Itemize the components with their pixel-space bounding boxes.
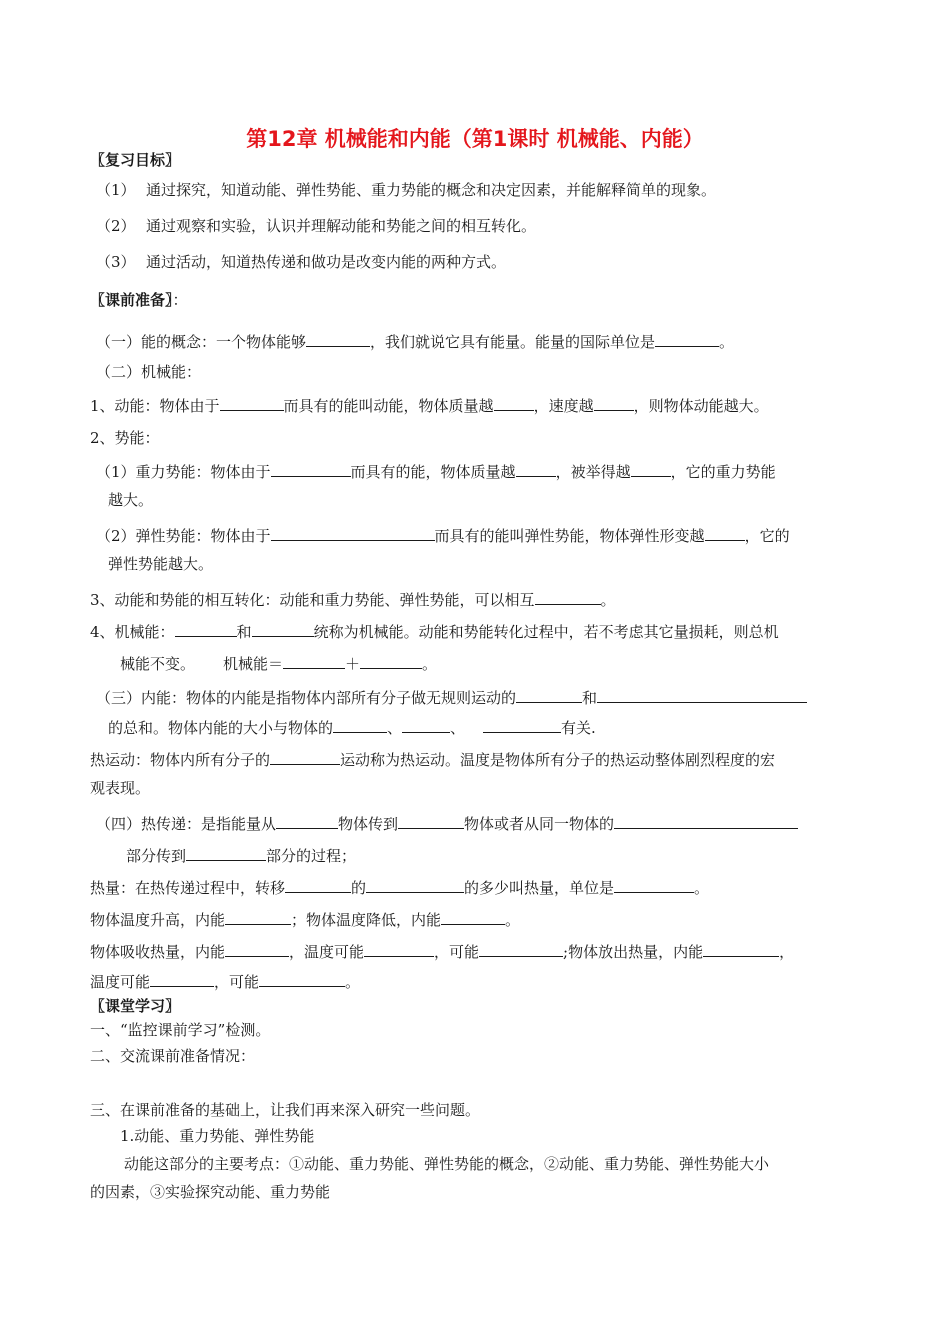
goal-number: （2） (96, 217, 136, 235)
fill-blank[interactable] (271, 524, 435, 541)
text: 有关. (561, 719, 596, 737)
prep-heading: 〖课前准备〗 (90, 291, 173, 309)
prep-heading-line (90, 290, 188, 310)
thermal-motion-line (90, 748, 775, 770)
fill-blank[interactable] (259, 970, 345, 987)
fill-blank[interactable] (631, 460, 671, 477)
review-goal-2 (96, 216, 536, 236)
internal-energy-line (96, 686, 807, 708)
text: 的多少叫热量，单位是 (464, 879, 615, 897)
fill-blank[interactable] (366, 876, 464, 893)
potential-energy-heading: 2、势能： (90, 429, 160, 447)
text: ，它的重力势能 (670, 463, 776, 481)
text: 。 (345, 973, 361, 991)
text: 而具有的能叫弹性势能，物体弹性形变越 (434, 527, 705, 545)
internal-energy-continued (108, 716, 596, 738)
text: 。 (719, 333, 735, 351)
text: 机械能＝ (223, 655, 284, 673)
fill-blank[interactable] (220, 394, 284, 411)
text: 物体或者从同一物体的 (464, 815, 615, 833)
text: 温度可能 (90, 973, 151, 991)
fill-blank[interactable] (483, 716, 561, 733)
page-title: 第12章 机械能和内能（第1课时 机械能、内能） (246, 127, 704, 151)
text: 4、机械能： (90, 623, 175, 641)
review-goal-1 (96, 180, 716, 200)
text: （一）能的概念：一个物体能够 (96, 333, 307, 351)
class-step-3: 三、在课前准备的基础上，让我们再来深入研究一些问题。 (90, 1101, 481, 1119)
text: 。 (505, 911, 521, 929)
fill-blank[interactable] (225, 940, 289, 957)
exam-points-continued: 的因素，③实验探究动能、重力势能 (90, 1183, 331, 1201)
text: ，我们就说它具有能量。能量的国际单位是 (370, 333, 656, 351)
text: ，它的 (744, 527, 790, 545)
review-goal-3 (96, 252, 506, 272)
subsection-title: 1.动能、重力势能、弹性势能 (120, 1127, 315, 1145)
text: 械能不变。 (120, 655, 196, 673)
fill-blank[interactable] (225, 908, 291, 925)
text: 的 (351, 879, 367, 897)
elastic-potential-continued: 弹性势能越大。 (108, 555, 214, 573)
fill-blank[interactable] (516, 686, 582, 703)
goal-text: 通过探究，知道动能、弹性势能、重力势能的概念和决定因素，并能解释简单的现象。 (146, 181, 717, 199)
text: （三）内能：物体的内能是指物体内部所有分子做无规则运动的 (96, 689, 517, 707)
fill-blank[interactable] (276, 812, 338, 829)
text: 。 (422, 655, 438, 673)
thermal-motion-continued: 观表现。 (90, 779, 151, 797)
fill-blank[interactable] (360, 652, 422, 669)
text: 统称为机械能。动能和势能转化过程中，若不考虑其它量损耗，则总机 (313, 623, 779, 641)
text: 热量：在热传递过程中，转移 (90, 879, 286, 897)
text: ，速度越 (533, 397, 594, 415)
text: ，可能 (214, 973, 260, 991)
text: 和 (236, 623, 252, 641)
gravity-potential-continued: 越大。 (108, 491, 154, 509)
fill-blank[interactable] (150, 970, 214, 987)
fill-blank[interactable] (441, 908, 505, 925)
text: 热运动：物体内所有分子的 (90, 751, 271, 769)
text: 而具有的能叫动能，物体质量越 (283, 397, 494, 415)
prep-heading-colon: ： (172, 291, 188, 309)
temperature-line (90, 908, 520, 930)
fill-blank[interactable] (655, 330, 719, 347)
text: ;物体放出热量，内能 (563, 943, 704, 961)
class-step-2: 二、交流课前准备情况： (90, 1047, 256, 1065)
energy-concept-line (96, 330, 734, 352)
text: ；物体温度降低，内能 (291, 911, 442, 929)
absorb-heat-line (90, 940, 794, 962)
text: ， (779, 943, 795, 961)
goal-number: （3） (96, 253, 136, 271)
elastic-potential-line (96, 524, 790, 546)
fill-blank[interactable] (306, 330, 370, 347)
fill-blank[interactable] (479, 940, 563, 957)
gravity-potential-line (96, 460, 776, 482)
text: 、 (387, 719, 403, 737)
fill-blank[interactable] (175, 620, 237, 637)
fill-blank[interactable] (494, 394, 534, 411)
heat-transfer-continued (126, 844, 356, 866)
text: ，被举得越 (555, 463, 631, 481)
text: （1）重力势能：物体由于 (96, 463, 271, 481)
fill-blank[interactable] (398, 812, 464, 829)
text: 和 (582, 689, 598, 707)
text: 的总和。物体内能的大小与物体的 (108, 719, 334, 737)
text: 。 (694, 879, 710, 897)
text: 3、动能和势能的相互转化：动能和重力势能、弹性势能，可以相互 (90, 591, 535, 609)
text: （2）弹性势能：物体由于 (96, 527, 271, 545)
mechanical-energy-line (90, 620, 779, 642)
text: 。 (600, 591, 616, 609)
fill-blank[interactable] (270, 748, 340, 765)
fill-blank[interactable] (402, 716, 450, 733)
exam-points-line: 动能这部分的主要考点：①动能、重力势能、弹性势能的概念，②动能、重力势能、弹性势能大小 (124, 1155, 770, 1173)
text: 1、动能：物体由于 (90, 397, 220, 415)
kinetic-energy-line (90, 394, 769, 416)
class-step-1: 一、“监控课前学习”检测。 (90, 1021, 271, 1039)
fill-blank[interactable] (252, 620, 314, 637)
fill-blank[interactable] (705, 524, 745, 541)
fill-blank[interactable] (597, 686, 807, 703)
fill-blank[interactable] (614, 812, 798, 829)
absorb-heat-continued (90, 970, 360, 992)
fill-blank[interactable] (594, 394, 634, 411)
mechanical-energy-continued (120, 652, 437, 674)
text: 物体温度升高，内能 (90, 911, 226, 929)
text: ，温度可能 (289, 943, 365, 961)
fill-blank[interactable] (703, 940, 779, 957)
fill-blank[interactable] (186, 844, 266, 861)
text: ，则物体动能越大。 (633, 397, 769, 415)
fill-blank[interactable] (535, 588, 601, 605)
review-goals-heading: 〖复习目标〗 (90, 151, 181, 169)
text: ＋ (345, 655, 361, 673)
goal-text: 通过观察和实验，认识并理解动能和势能之间的相互转化。 (146, 217, 537, 235)
fill-blank[interactable] (271, 460, 351, 477)
text: 而具有的能，物体质量越 (350, 463, 516, 481)
fill-blank[interactable] (516, 460, 556, 477)
text: 部分的过程； (266, 847, 357, 865)
text: 运动称为热运动。温度是物体所有分子的热运动整体剧烈程度的宏 (340, 751, 776, 769)
mechanical-energy-heading: （二）机械能： (96, 363, 202, 381)
text: （四）热传递：是指能量从 (96, 815, 277, 833)
energy-conversion-line (90, 588, 616, 610)
heat-quantity-line (90, 876, 709, 898)
fill-blank[interactable] (333, 716, 387, 733)
fill-blank[interactable] (283, 652, 345, 669)
text: 、 (450, 719, 466, 737)
class-learning-heading: 〖课堂学习〗 (90, 997, 181, 1015)
text: 部分传到 (126, 847, 187, 865)
goal-text: 通过活动，知道热传递和做功是改变内能的两种方式。 (146, 253, 507, 271)
text: 物体传到 (338, 815, 399, 833)
text: 物体吸收热量，内能 (90, 943, 226, 961)
fill-blank[interactable] (285, 876, 351, 893)
heat-transfer-line (96, 812, 798, 834)
fill-blank[interactable] (364, 940, 434, 957)
goal-number: （1） (96, 181, 136, 199)
fill-blank[interactable] (614, 876, 694, 893)
text: ，可能 (434, 943, 480, 961)
